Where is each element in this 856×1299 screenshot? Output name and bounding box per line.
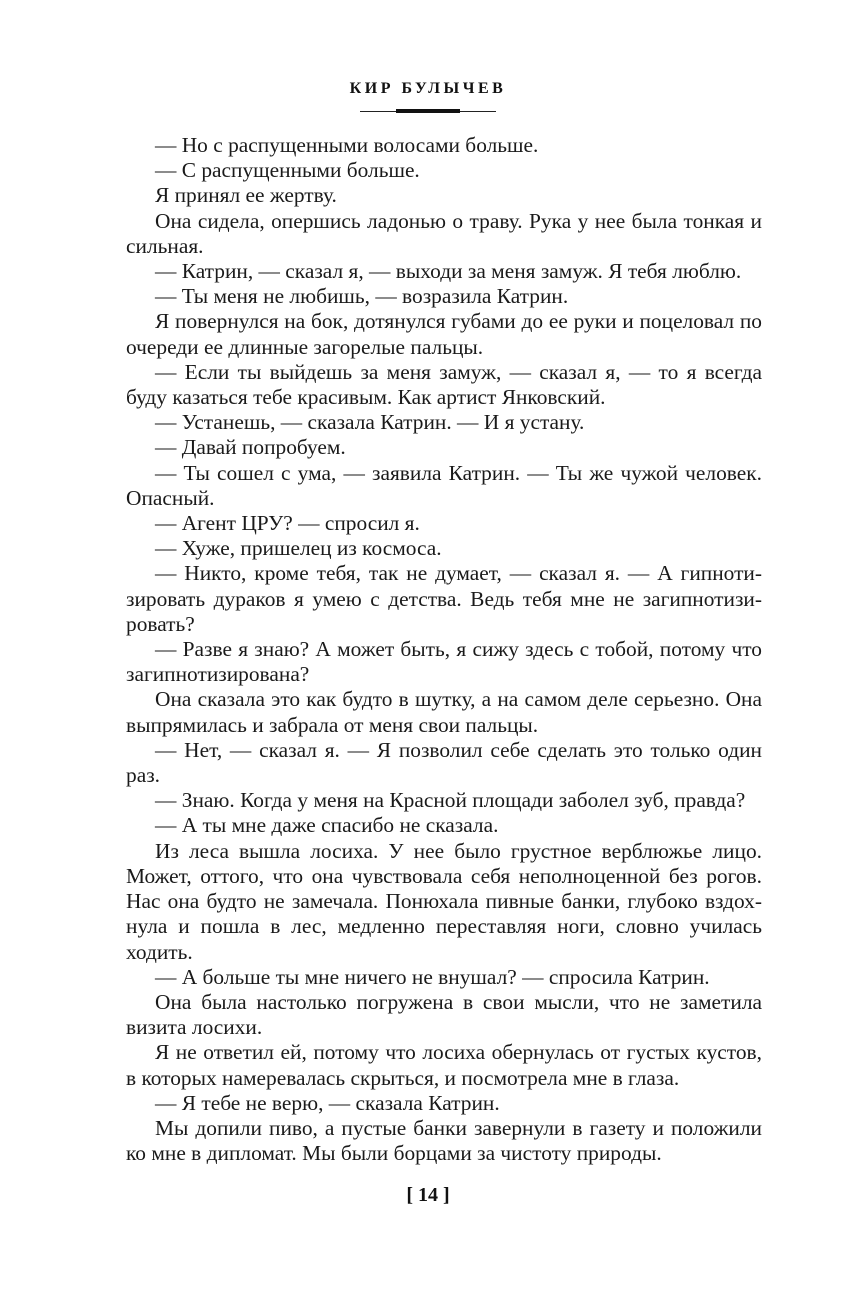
paragraph: — Но с распущенными волосами больше. bbox=[155, 133, 539, 157]
paragraph: Я принял ее жертву. bbox=[155, 183, 337, 208]
paragraph: — А ты мне даже спасибо не сказала. bbox=[155, 813, 499, 838]
paragraph: Я не ответил ей, потому что лосиха обернулась от густых кустов, в которых намеревалась скрыться, и посмотрела мне в глаза. bbox=[126, 1040, 762, 1090]
running-header bbox=[0, 80, 856, 98]
page-number: [ 14 ] bbox=[406, 1184, 450, 1206]
paragraph: Из леса вышла лосиха. У нее было грустное верблюжье лицо. Может, оттого, что она чувствовала себя неполноценной без рогов. Нас она будто не замечала. Понюхала пивные банки, глубоко вздохнула и пошла в лес, медленно переставляя ноги, словно училась ходить. bbox=[126, 838, 762, 964]
paragraph: — Устанешь, — сказала Катрин. — И я устану. bbox=[155, 410, 585, 435]
paragraph: — С распущенными больше. bbox=[155, 158, 420, 183]
paragraph: — А больше ты мне ничего не внушал? — спросила Катрин. bbox=[155, 964, 710, 989]
paragraph: — Нет, — сказал я. — Я позволил себе сделать это только один раз. bbox=[126, 737, 762, 788]
paragraph: — Давай попробуем. bbox=[155, 435, 346, 460]
paragraph: — Ты сошел с ума, — заявила Катрин. — Ты же чужой человек. Опасный. bbox=[126, 460, 762, 510]
paragraph: — Катрин, — сказал я, — выходи за меня замуж. Я тебя люблю. bbox=[155, 259, 742, 284]
paragraph: Она сказала это как будто в шутку, а на самом деле серьезно. Она выпрямилась и забрала от меня свои пальцы. bbox=[126, 687, 762, 737]
paragraph: — Никто, кроме тебя, так не думает, — сказал я. — А гипнотизировать дураков я умею с детства. Ведь тебя мне не загипнотизировать? bbox=[126, 561, 762, 636]
paragraph: Я повернулся на бок, дотянулся губами до ее руки и поцеловал по очереди ее длинные загорелые пальцы. bbox=[126, 309, 762, 359]
paragraph: — Знаю. Когда у меня на Красной площади заболел зуб, правда? bbox=[155, 788, 746, 813]
paragraph: Мы допили пиво, а пустые банки завернули в газету и положили ко мне в дипломат. Мы были борцами за чистоту природы. bbox=[126, 1115, 762, 1166]
paragraph: — Я тебе не верю, — сказала Катрин. bbox=[155, 1090, 500, 1115]
body-text bbox=[126, 133, 762, 1166]
paragraph: Она была настолько погружена в свои мысли, что не заметила визита лосихи. bbox=[126, 989, 762, 1040]
paragraph: — Если ты выйдешь за меня замуж, — сказал я, — то я всегда буду казаться тебе красивым. Как артист Янковский. bbox=[126, 359, 762, 410]
paragraph: — Разве я знаю? А может быть, я сижу здесь с тобой, потому что загипнотизирована? bbox=[126, 637, 762, 687]
paragraph: — Агент ЦРУ? — спросил я. bbox=[155, 511, 420, 536]
running-title: КИР БУЛЫЧЕВ bbox=[349, 80, 507, 97]
paragraph: — Хуже, пришелец из космоса. bbox=[155, 536, 442, 561]
paragraph: Она сидела, опершись ладонью о траву. Рука у нее была тонкая и сильная. bbox=[126, 208, 762, 258]
paragraph: — Ты меня не любишь, — возразила Катрин. bbox=[155, 284, 569, 309]
header-rule-ornament bbox=[396, 109, 460, 113]
